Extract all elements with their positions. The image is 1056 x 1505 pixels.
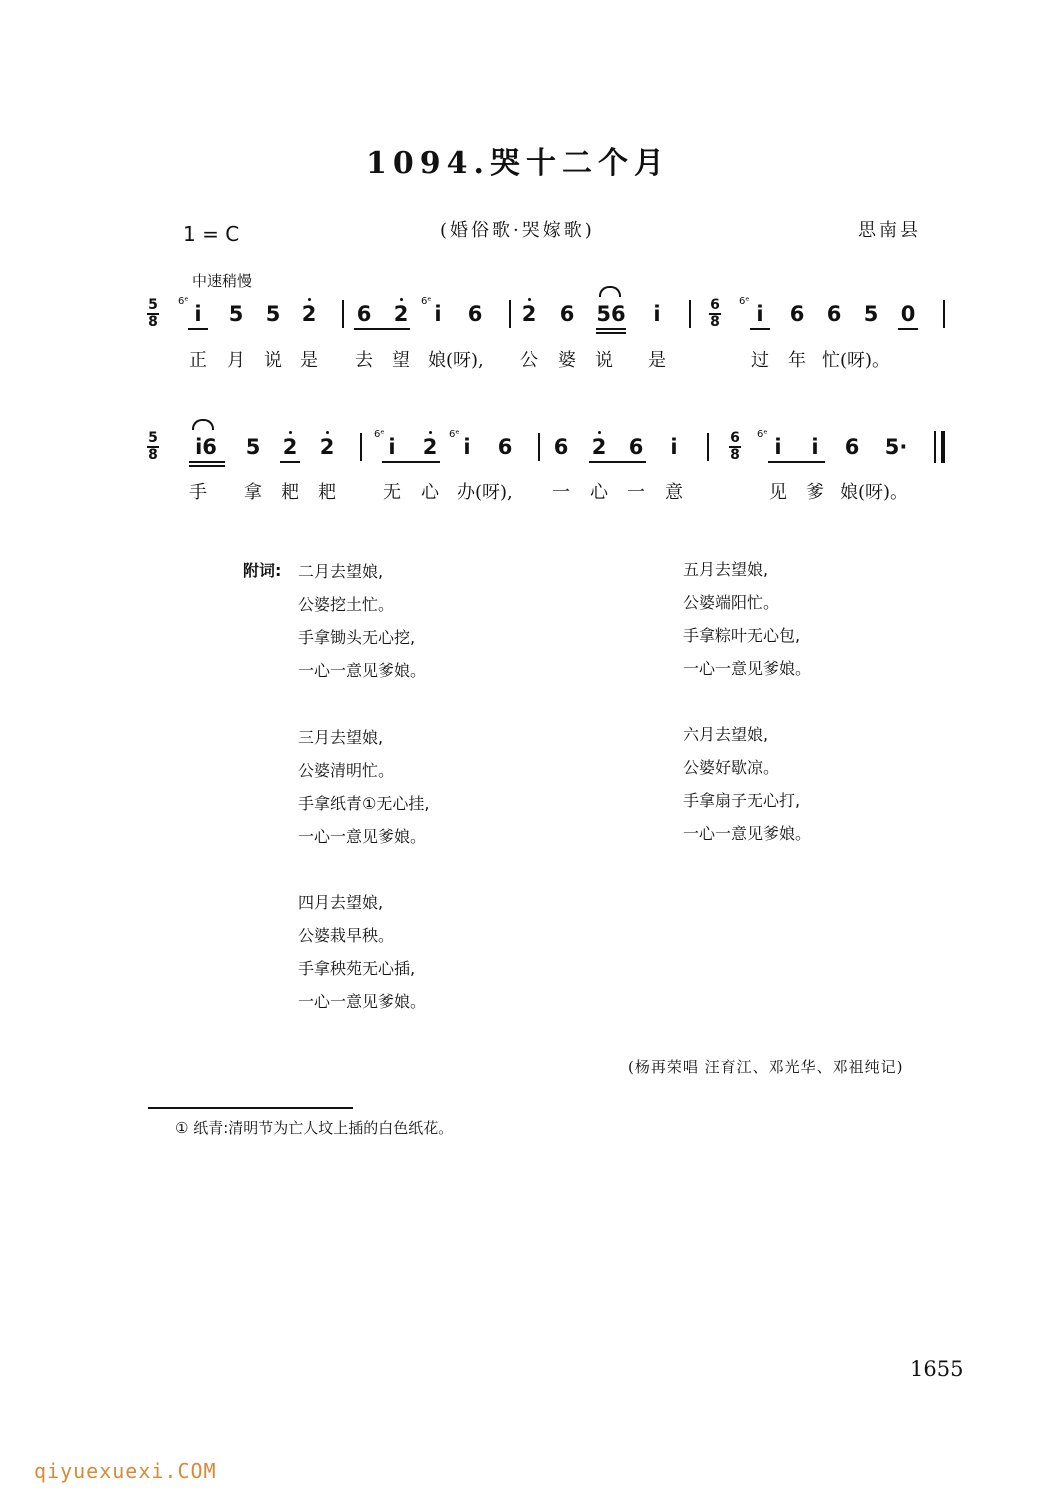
note: i <box>811 435 819 459</box>
note: i <box>194 302 202 326</box>
note: 6 <box>467 302 483 326</box>
grace-note: 6ᵉ <box>374 429 385 440</box>
notation-line-2 <box>0 431 1056 475</box>
lyric-syllable: 去 <box>355 350 373 371</box>
lyric-syllable: 一 <box>552 482 570 503</box>
verse-line: 公婆端阳忙。 <box>683 593 780 612</box>
lyric-syllable: 是 <box>648 350 666 371</box>
note: 2 <box>393 302 409 326</box>
lyric-syllable: 爹 <box>806 482 824 503</box>
verse-line: 一心一意见爹娘。 <box>298 827 427 846</box>
beam-underline <box>188 328 208 330</box>
verse-line: 手拿秧苑无心插, <box>298 959 416 978</box>
octave-dot <box>598 431 601 434</box>
verse-line: 一心一意见爹娘。 <box>298 661 427 680</box>
lyric-syllable: 公 <box>520 350 538 371</box>
beam-underline <box>768 461 825 463</box>
footnote: ① 纸青:清明节为亡人坟上插的白色纸花。 <box>175 1119 454 1137</box>
lyric-syllable: 说 <box>264 350 282 371</box>
note: 2 <box>301 302 317 326</box>
credit-line: (杨再荣唱 汪育江、邓光华、邓祖纯记) <box>628 1058 904 1076</box>
octave-dot <box>326 431 329 434</box>
time-signature-5-8: 5 8 <box>148 297 158 330</box>
lyric-syllable: 办(呀), <box>457 482 513 503</box>
lyric-syllable: 一 <box>627 482 645 503</box>
note: i <box>434 302 442 326</box>
bar-line <box>689 300 691 328</box>
verse-line: 一心一意见爹娘。 <box>683 824 812 843</box>
note: 6 <box>789 302 805 326</box>
verse-block <box>298 721 429 853</box>
key-signature: 1 = C <box>183 222 240 246</box>
lyric-syllable: 意 <box>665 482 683 503</box>
time-signature-6-8: 6 8 <box>710 297 720 330</box>
region-label: 思南县 <box>858 220 921 241</box>
note: i <box>756 302 764 326</box>
verse-line: 五月去望娘, <box>683 560 769 579</box>
lyric-syllable: 说 <box>595 350 613 371</box>
verse-block <box>298 886 426 1018</box>
beam-underline <box>189 461 225 463</box>
lyric-syllable: 手 <box>189 482 207 503</box>
notation-line-1 <box>0 298 1056 342</box>
note: 2 <box>591 435 607 459</box>
footnote-divider <box>148 1107 353 1109</box>
note: 5 <box>265 302 281 326</box>
beam-underline <box>750 328 770 330</box>
grace-note: 6ᵉ <box>757 429 768 440</box>
verse-line: 一心一意见爹娘。 <box>683 659 812 678</box>
lyric-syllable: 忙(呀)。 <box>822 350 891 371</box>
lyric-syllable: 年 <box>788 350 806 371</box>
note: 5· <box>884 435 908 459</box>
bar-line <box>538 433 540 461</box>
verse-line: 六月去望娘, <box>683 725 769 744</box>
lyrics-line-1 <box>0 346 1056 374</box>
octave-dot <box>289 431 292 434</box>
time-signature-5-8: 5 8 <box>148 430 158 463</box>
genre-label: (婚俗歌·哭嫁歌) <box>440 220 595 241</box>
grace-note: 6ᵉ <box>421 296 432 307</box>
verses-label: 附词: <box>243 561 282 580</box>
verse-line: 三月去望娘, <box>298 728 384 747</box>
beam-underline <box>382 461 440 463</box>
note: 6 <box>844 435 860 459</box>
lyric-syllable: 心 <box>421 482 439 503</box>
beam-underline <box>280 461 300 463</box>
song-title: 1094.哭十二个月 <box>366 146 670 181</box>
note: 5 <box>245 435 261 459</box>
lyric-syllable: 耙 <box>281 482 299 503</box>
octave-dot <box>308 298 311 301</box>
beam-underline <box>589 461 646 463</box>
bar-line <box>360 433 362 461</box>
note: 6 <box>553 435 569 459</box>
lyric-syllable: 过 <box>751 350 769 371</box>
final-bar-line <box>941 431 945 463</box>
note: 56 <box>596 302 626 326</box>
lyric-syllable: 无 <box>383 482 401 503</box>
note: 2 <box>319 435 335 459</box>
grace-note: 6ᵉ <box>449 429 460 440</box>
note: 2 <box>422 435 438 459</box>
bar-line <box>707 433 709 461</box>
note: 6 <box>826 302 842 326</box>
octave-dot <box>528 298 531 301</box>
bar-line <box>509 300 511 328</box>
verse-line: 手拿纸青①无心挂, <box>298 794 430 813</box>
lyric-syllable: 婆 <box>558 350 576 371</box>
bar-line <box>934 431 936 463</box>
bar-line <box>943 300 945 328</box>
lyric-syllable: 耙 <box>318 482 336 503</box>
fermata-slur <box>192 419 214 430</box>
verse-line: 四月去望娘, <box>298 893 384 912</box>
octave-dot <box>429 431 432 434</box>
beam-underline <box>596 332 626 334</box>
lyric-syllable: 娘(呀)。 <box>840 482 909 503</box>
time-signature-6-8: 6 8 <box>730 430 740 463</box>
note: 5 <box>228 302 244 326</box>
verse-block <box>683 718 811 850</box>
lyric-syllable: 望 <box>392 350 410 371</box>
note: i <box>653 302 661 326</box>
verse-line: 手拿锄头无心挖, <box>298 628 416 647</box>
lyric-syllable: 月 <box>227 350 245 371</box>
tempo-marking: 中速稍慢 <box>192 272 253 290</box>
verse-block <box>298 555 426 687</box>
note: 6 <box>497 435 513 459</box>
note: 6 <box>559 302 575 326</box>
verse-block <box>683 553 811 685</box>
beam-underline <box>596 328 626 330</box>
lyric-syllable: 正 <box>189 350 207 371</box>
note: 5 <box>863 302 879 326</box>
watermark: qiyuexuexi.COM <box>34 1459 217 1483</box>
note: 6 <box>356 302 372 326</box>
verse-line: 手拿扇子无心打, <box>683 791 801 810</box>
grace-note: 6ᵉ <box>178 296 189 307</box>
verse-line: 手拿粽叶无心包, <box>683 626 801 645</box>
verse-line: 公婆栽早秧。 <box>298 926 395 945</box>
note: i6 <box>195 435 217 459</box>
lyric-syllable: 是 <box>300 350 318 371</box>
bar-line <box>342 300 344 328</box>
lyric-syllable: 娘(呀), <box>428 350 484 371</box>
note: 6 <box>628 435 644 459</box>
note: 2 <box>521 302 537 326</box>
note: i <box>670 435 678 459</box>
verse-line: 一心一意见爹娘。 <box>298 992 427 1011</box>
octave-dot <box>400 298 403 301</box>
lyric-syllable: 见 <box>769 482 787 503</box>
beam-underline <box>354 328 410 330</box>
lyrics-line-2 <box>0 478 1056 506</box>
grace-note: 6ᵉ <box>739 296 750 307</box>
fermata-slur <box>599 286 621 297</box>
verse-line: 二月去望娘, <box>298 562 384 581</box>
verse-line: 公婆挖土忙。 <box>298 595 395 614</box>
beam-underline <box>189 465 225 467</box>
lyric-syllable: 拿 <box>244 482 262 503</box>
note: 2 <box>282 435 298 459</box>
note: 0 <box>900 302 916 326</box>
page-number: 1655 <box>910 1357 964 1381</box>
beam-underline <box>898 328 918 330</box>
verse-line: 公婆清明忙。 <box>298 761 395 780</box>
lyric-syllable: 心 <box>590 482 608 503</box>
note: i <box>388 435 396 459</box>
note: i <box>463 435 471 459</box>
note: i <box>774 435 782 459</box>
verse-line: 公婆好歇凉。 <box>683 758 780 777</box>
